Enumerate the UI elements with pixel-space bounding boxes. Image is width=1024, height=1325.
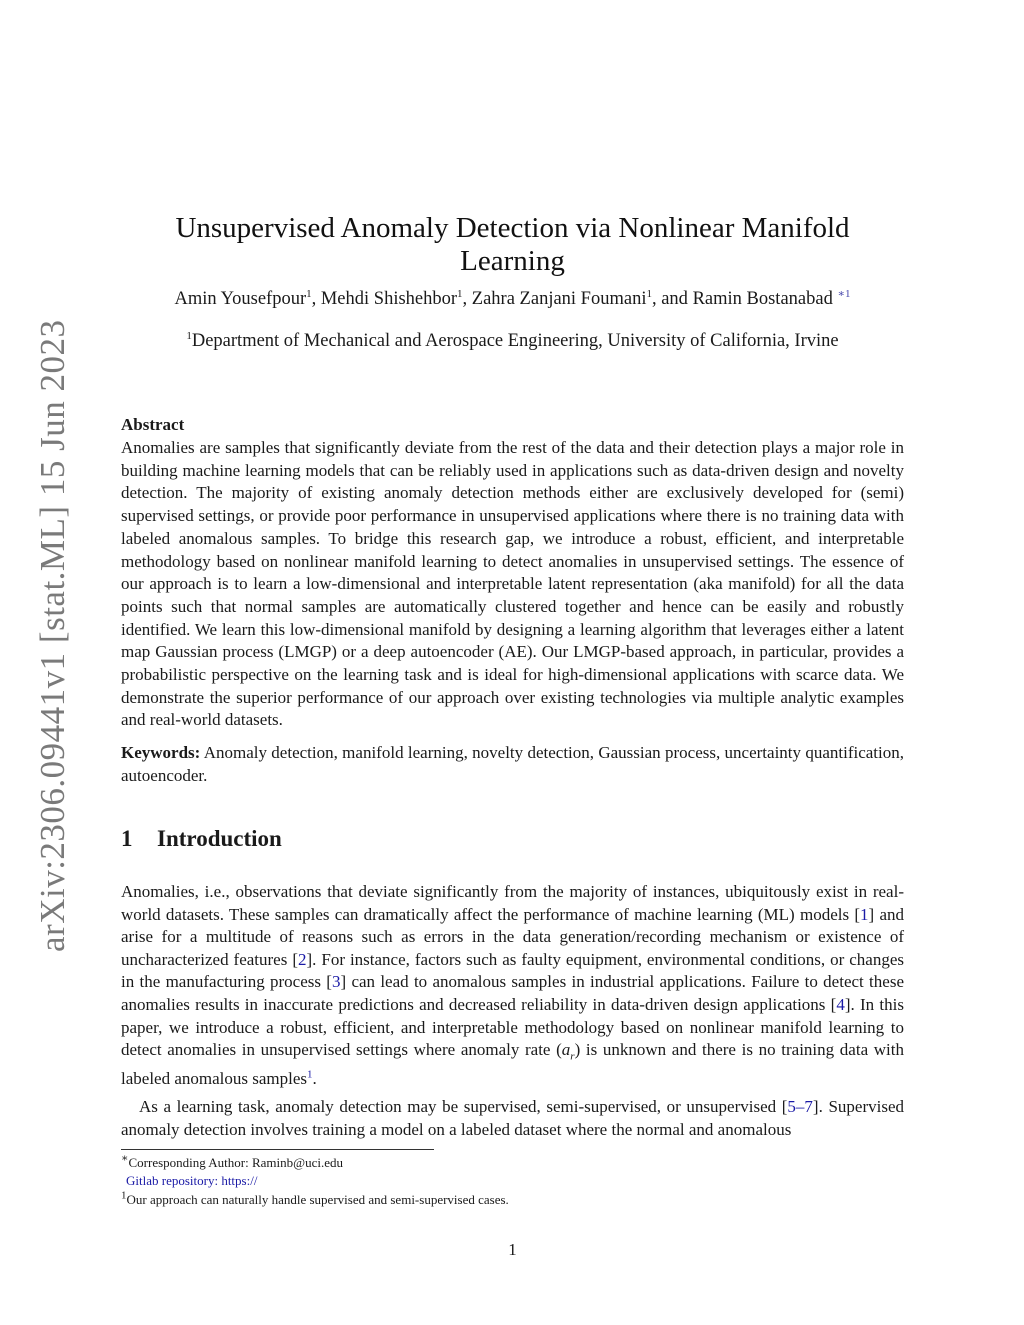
affiliation-text: Department of Mechanical and Aerospace Engineering, University of California, Irvine <box>191 331 839 351</box>
author-name: Ramin Bostanabad <box>692 289 833 309</box>
author-list <box>121 289 904 310</box>
footnote-link[interactable]: 1 <box>307 1068 313 1081</box>
author-separator: , and <box>651 289 693 309</box>
text-run: and arise for a multitude of reasons such as errors in the data generation/recording mechanism or existence of uncharacterized features <box>121 904 905 969</box>
arxiv-identifier-stamp: arXiv:2306.09441v1 [stat.ML] 15 Jun 2023 <box>33 319 72 952</box>
footnote-text: Our approach can naturally handle supervised and semi-supervised cases. <box>126 1192 509 1207</box>
keywords-text: Anomaly detection, manifold learning, novelty detection, Gaussian process, uncertainty quantification, autoencoder. <box>121 743 904 785</box>
math-symbol: a <box>561 1040 571 1060</box>
footnote-corresponding-author <box>121 1154 904 1172</box>
author-name: Amin Yousefpour <box>174 289 307 309</box>
abstract-text: Anomalies are samples that significantly deviate from the rest of the data and their detection plays a major role in building machine learning models that can be reliably used in applications such as data-driven design and novelty detection. The majority of existing anomaly detection methods either are exclusively developed for (semi) supervised settings, or provide poor performance in unsupervised applications where there is no training data with labeled anomalous samples. To bridge this research gap, we introduce a robust, efficient, and interpretable methodology based on nonlinear manifold learning to detect anomalies in unsupervised settings. The essence of our approach is to learn a low-dimensional and interpretable latent representation (aka manifold) for all the data points such that normal samples are automatically clustered together and hence can be easily and robustly identified. We learn this low-dimensional manifold by designing a learning algorithm that leverages either a latent map Gaussian process (LMGP) or a deep autoencoder (AE). Our LMGP-based approach, in particular, provides a probabilistic perspective on the learning task and is ideal for high-dimensional applications with scarce data. We demonstrate the superior performance of our approach over existing technologies via multiple analytic examples and real-world datasets. <box>121 438 904 730</box>
text-run: can lead to anomalous samples in industrial applications. Failure to detect these anomalies results in inaccurate predictions and decreased reliability in data-driven design applications <box>121 972 904 1014</box>
affiliation-mark: 1 <box>646 287 652 300</box>
citation-link[interactable]: 1 <box>860 904 869 924</box>
footnote-repository-link[interactable]: Gitlab repository: https:// <box>126 1173 258 1188</box>
citation-link[interactable]: 3 <box>331 972 341 992</box>
keywords-label: Keywords: <box>121 743 201 762</box>
affiliation-mark: ∗1 <box>837 287 851 300</box>
intro-paragraph-2: As a learning task, anomaly detection may be supervised, semi-supervised, or unsupervised [5–7]. Supervised anomaly detection involves training a model on a labeled dataset where the normal and anomalous <box>121 1097 904 1139</box>
footnote-divider <box>121 1149 434 1150</box>
author-separator: , <box>311 289 321 309</box>
intro-paragraph-1: Anomalies, i.e., observations that deviate significantly from the majority of instances, ubiquitously exist in real-world datasets. These samples can dramatically affect the performance of machine learning (ML) models [1] and arise for a multitude of reasons such as errors in the data generation/recording mechanism or existence of uncharacterized features [2]. For instance, factors such as faulty equipment, environmental conditions, or changes in the manufacturing process [3] can lead to anomalous samples in industrial applications. Failure to detect these anomalies results in inaccurate predictions and decreased reliability in data-driven design applications [4]. In this paper, we introduce a robust, efficient, and interpretable methodology based on nonlinear manifold learning to detect anomalies in unsupervised settings where anomaly rate $(a_r)$ is unknown and there is no training data with labeled anomalous samples$^1$. <box>121 882 905 1089</box>
footnote-text: Corresponding Author: Raminb@uci.edu <box>128 1155 344 1170</box>
affiliation-mark: 1 <box>306 287 312 300</box>
affiliation-mark: 1 <box>186 329 192 342</box>
text-run: . Supervised anomaly detection involves training a model on a labeled dataset where the normal and anomalous <box>121 1097 904 1139</box>
footnote-1 <box>121 1191 904 1209</box>
citation-link[interactable]: 2 <box>297 949 307 969</box>
affiliation-mark: 1 <box>457 287 463 300</box>
author-name: Mehdi Shishehbor <box>320 289 458 309</box>
text-run: . <box>312 1069 317 1089</box>
paper-title: Unsupervised Anomaly Detection via Nonlinear Manifold Learning <box>175 212 850 277</box>
section-title: Introduction <box>157 826 282 851</box>
text-run: ) is unknown and there is no training data with labeled anomalous samples <box>121 1040 904 1089</box>
author-separator: , <box>462 289 472 309</box>
author-name: Zahra Zanjani Foumani <box>471 289 647 309</box>
text-run: As a learning task, anomaly detection may be supervised, semi-supervised, or unsupervised <box>139 1097 782 1116</box>
text-run: Anomalies, i.e., observations that deviate significantly from the majority of instances, ubiquitously exist in real-world datasets. These samples can dramatically affect the performance of machine learning (ML) models <box>121 882 904 924</box>
text-run: . For instance, factors such as faulty equipment, environmental conditions, or changes in the manufacturing process <box>121 949 904 992</box>
citation-link[interactable]: 5–7 <box>787 1097 813 1116</box>
text-run: . In this paper, we introduce a robust, efficient, and interpretable methodology based on nonlinear manifold learning to detect anomalies in unsupervised settings where anomaly rate ( <box>121 994 904 1060</box>
footnote-mark: 1 <box>121 1189 127 1202</box>
citation-link[interactable]: 4 <box>836 994 845 1014</box>
section-heading <box>121 826 282 852</box>
math-subscript: r <box>570 1050 575 1063</box>
page-number: 1 <box>508 1240 517 1259</box>
section-number: 1 <box>121 826 133 851</box>
abstract-heading: Abstract <box>121 415 185 434</box>
footnote-mark: ∗ <box>121 1152 129 1165</box>
keywords <box>121 741 904 787</box>
affiliation <box>121 331 904 352</box>
